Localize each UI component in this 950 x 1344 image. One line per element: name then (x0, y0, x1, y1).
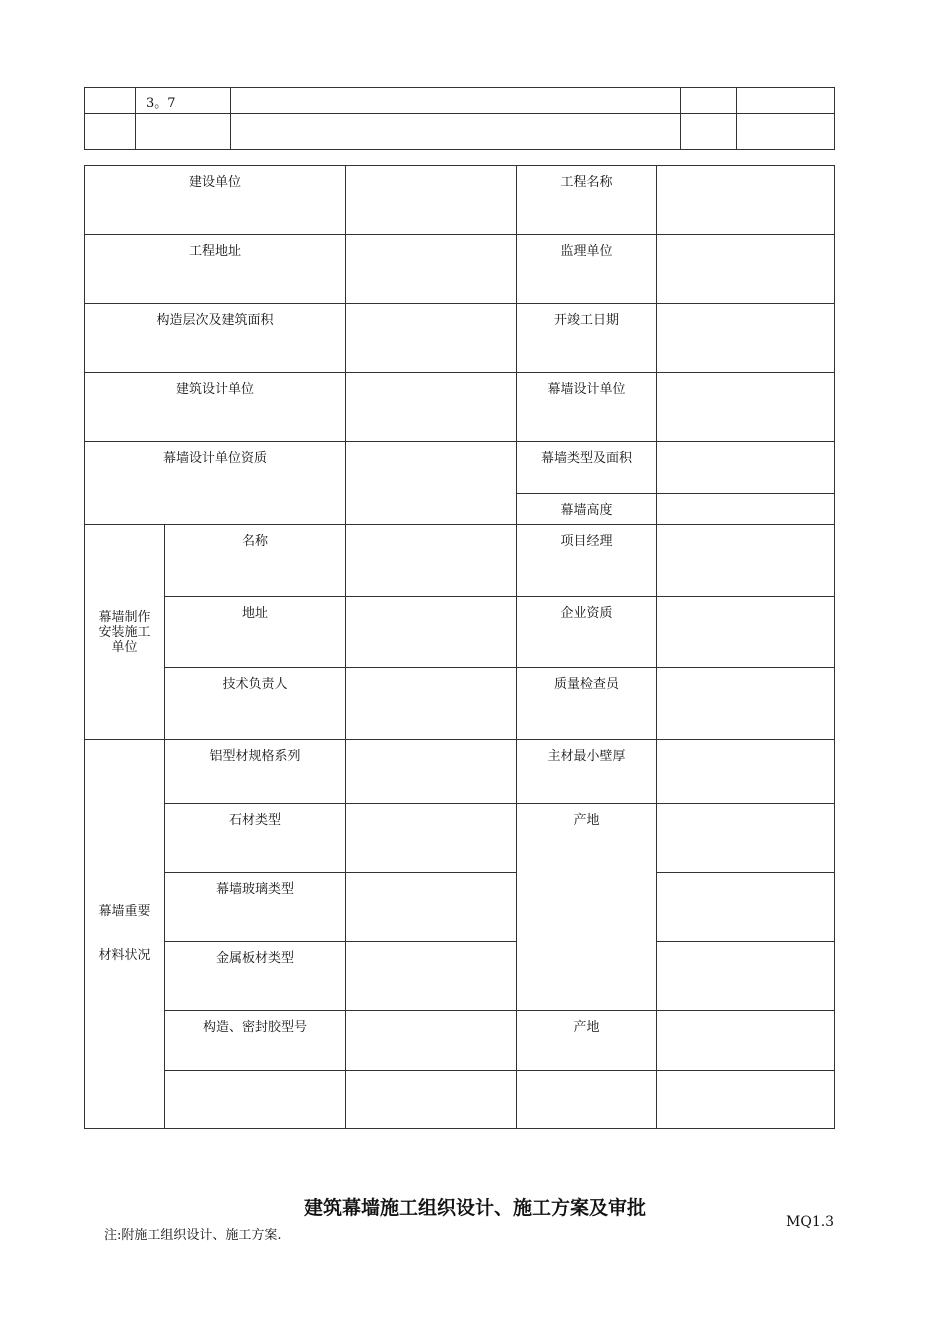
label-installer-group (85, 525, 165, 740)
value-supervision-unit[interactable] (657, 235, 835, 304)
extra-cell[interactable] (657, 1071, 835, 1129)
label-stone-type: 石材类型 (165, 804, 346, 873)
top-cell (85, 114, 136, 150)
label-materials-group (85, 740, 165, 1129)
label-origin-2: 产地 (517, 1011, 657, 1071)
section-number: 3。7 (136, 88, 231, 114)
value-address[interactable] (346, 597, 517, 668)
value-design-unit-qualification[interactable] (346, 442, 517, 525)
label-enterprise-qualification: 企业资质 (517, 597, 657, 668)
form-code: MQ1.3 (786, 1214, 835, 1230)
top-cell (737, 114, 835, 150)
value-architectural-design-unit[interactable] (346, 373, 517, 442)
label-curtain-wall-type-area: 幕墙类型及面积 (517, 442, 657, 494)
value-project-address[interactable] (346, 235, 517, 304)
label-construction-unit: 建设单位 (85, 166, 346, 235)
extra-cell[interactable] (346, 1071, 517, 1129)
value-project-name[interactable] (657, 166, 835, 235)
attachment-note: 注:附施工组织设计、施工方案. (104, 1228, 282, 1243)
label-name: 名称 (165, 525, 346, 597)
label-main-material-min-wall: 主材最小壁厚 (517, 740, 657, 804)
label-project-manager: 项目经理 (517, 525, 657, 597)
top-cell (85, 88, 136, 114)
value-structure-floors-area[interactable] (346, 304, 517, 373)
extra-cell[interactable] (165, 1071, 346, 1129)
value-curtain-wall-height[interactable] (657, 494, 835, 525)
value-sealant-origin[interactable] (657, 1011, 835, 1071)
value-curtain-wall-type-area[interactable] (657, 442, 835, 494)
value-name[interactable] (346, 525, 517, 597)
value-metal-panel-type[interactable] (346, 942, 517, 1011)
value-main-material-min-wall[interactable] (657, 740, 835, 804)
materials-group-line1: 幕墙重要 (98, 904, 151, 919)
value-sealant-model[interactable] (346, 1011, 517, 1071)
value-glass-origin[interactable] (657, 873, 835, 942)
label-address: 地址 (165, 597, 346, 668)
label-technical-lead: 技术负责人 (165, 668, 346, 740)
label-start-end-date: 开竣工日期 (517, 304, 657, 373)
top-cell (231, 114, 681, 150)
label-project-address: 工程地址 (85, 235, 346, 304)
label-curtain-wall-height: 幕墙高度 (517, 494, 657, 525)
extra-cell[interactable] (517, 1071, 657, 1129)
value-stone-type[interactable] (346, 804, 517, 873)
top-index-table (84, 87, 835, 150)
value-start-end-date[interactable] (657, 304, 835, 373)
project-info-table (84, 165, 835, 1129)
value-project-manager[interactable] (657, 525, 835, 597)
top-cell (737, 88, 835, 114)
value-stone-origin[interactable] (657, 804, 835, 873)
label-supervision-unit: 监理单位 (517, 235, 657, 304)
label-architectural-design-unit: 建筑设计单位 (85, 373, 346, 442)
materials-group-line2: 材料状况 (98, 948, 151, 963)
value-construction-unit[interactable] (346, 166, 517, 235)
label-aluminum-profile-series: 铝型材规格系列 (165, 740, 346, 804)
label-sealant-model: 构造、密封胶型号 (165, 1011, 346, 1071)
label-quality-inspector: 质量检查员 (517, 668, 657, 740)
label-design-unit-qualification: 幕墙设计单位资质 (85, 442, 346, 525)
value-technical-lead[interactable] (346, 668, 517, 740)
label-project-name: 工程名称 (517, 166, 657, 235)
value-metal-panel-origin[interactable] (657, 942, 835, 1011)
top-cell (136, 114, 231, 150)
label-structure-floors-area: 构造层次及建筑面积 (85, 304, 346, 373)
top-cell (681, 114, 737, 150)
top-cell (681, 88, 737, 114)
value-glass-type[interactable] (346, 873, 517, 942)
value-enterprise-qualification[interactable] (657, 597, 835, 668)
top-cell (231, 88, 681, 114)
label-glass-type: 幕墙玻璃类型 (165, 873, 346, 942)
installer-group-text: 幕墙制作安装施工单位 (98, 609, 151, 655)
label-curtain-wall-design-unit: 幕墙设计单位 (517, 373, 657, 442)
label-origin: 产地 (517, 804, 657, 1011)
value-quality-inspector[interactable] (657, 668, 835, 740)
value-curtain-wall-design-unit[interactable] (657, 373, 835, 442)
value-aluminum-profile-series[interactable] (346, 740, 517, 804)
label-metal-panel-type: 金属板材类型 (165, 942, 346, 1011)
form-title: 建筑幕墙施工组织设计、施工方案及审批 (303, 1197, 646, 1219)
